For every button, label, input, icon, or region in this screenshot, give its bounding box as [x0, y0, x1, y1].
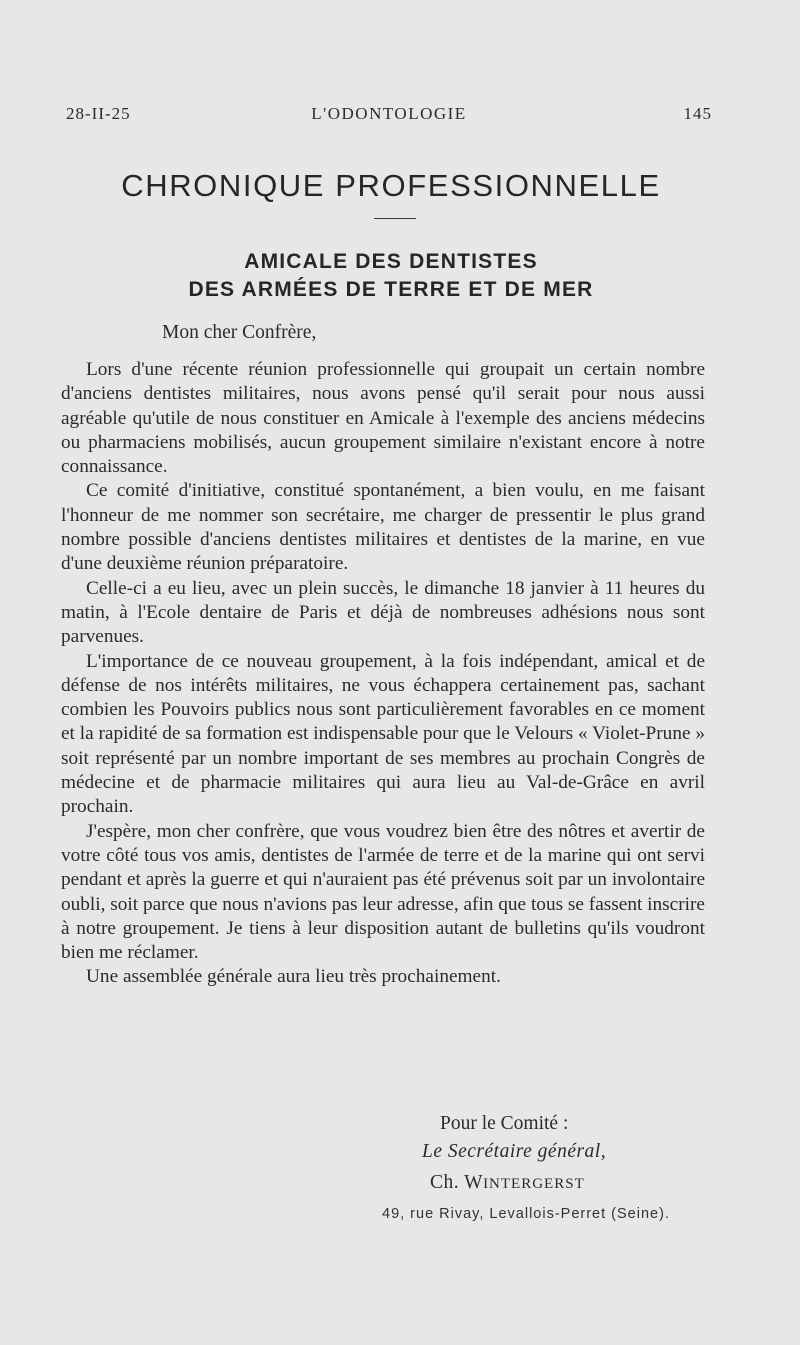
chronique-title: CHRONIQUE PROFESSIONNELLE: [121, 168, 661, 203]
signature-role: Le Secrétaire général,: [422, 1141, 607, 1162]
paragraph: Ce comité d'initiative, constitué spontanément, a bien voulu, en me faisant l'honneur de me nommer son secrétaire, me charger de pressentir le plus grand nombre possible d'anciens dentistes militaires et dentistes de la marine, en vue d'une deuxième réunion préparatoire.: [61, 480, 705, 575]
paragraph: J'espère, mon cher confrère, que vous voudrez bien être des nôtres et avertir de votre côté tous vos amis, dentistes de l'armée de terre et de la marine qui ont servi pendant et après la guerre et qui n'auraient pas été prévenus soit par un involontaire oubli, soit parce que nous n'avions pas leur adresse, afin que tous se fassent inscrire à notre groupement. Je tiens à leur disposition autant de bulletins qu'ils voudront bien me réclamer.: [61, 820, 705, 964]
signature-name: [430, 1172, 585, 1194]
signature-committee: Pour le Comité :: [440, 1113, 569, 1134]
signature-address: 49, rue Rivay, Levallois-Perret (Seine).: [382, 1206, 670, 1222]
page-number: 145: [683, 104, 712, 123]
paragraph: Celle-ci a eu lieu, avec un plein succès, le dimanche 18 janvier à 11 heures du matin, à l'Ecole dentaire de Paris et déjà de nombreuses adhésions nous sont parvenues.: [61, 577, 705, 648]
section-title-line2: DES ARMÉES DE TERRE ET DE MER: [188, 278, 594, 301]
paragraph: Lors d'une récente réunion professionnelle qui groupait un certain nombre d'anciens dentistes militaires, nous avons pensé qu'il serait pour nous aussi agréable qu'utile de nous constituer en Amicale à l'exemple des anciens médecins ou pharmaciens mobilisés, aucun groupement similaire n'existant encore à notre connaissance.: [61, 359, 705, 478]
signature-name-prefix: Ch. W: [430, 1172, 484, 1193]
issue-date: 28-II-25: [66, 104, 131, 123]
letter-body: [61, 358, 705, 990]
paragraph: L'importance de ce nouveau groupement, à la fois indépendant, amical et de défense de nos intérêts militaires, ne vous échappera certainement pas, sachant combien les Pouvoirs publics nous sont particulièrement favorables en ce moment et la rapidité de sa formation est indispensable pour que le Velours « Violet-Prune » soit représenté par un nombre important de ses membres au prochain Congrès de médecine et de pharmacie militaires qui aura lieu au Val-de-Grâce en avril prochain.: [61, 650, 705, 818]
journal-title: L'ODONTOLOGIE: [311, 104, 467, 123]
salutation: Mon cher Confrère,: [162, 322, 317, 343]
running-head: [66, 104, 712, 132]
paragraph: Une assemblée générale aura lieu très prochainement.: [86, 966, 501, 988]
title-rule: [374, 218, 416, 219]
section-title-line1: AMICALE DES DENTISTES: [244, 250, 538, 273]
signature-name-rest: INTERGERST: [483, 1176, 585, 1192]
